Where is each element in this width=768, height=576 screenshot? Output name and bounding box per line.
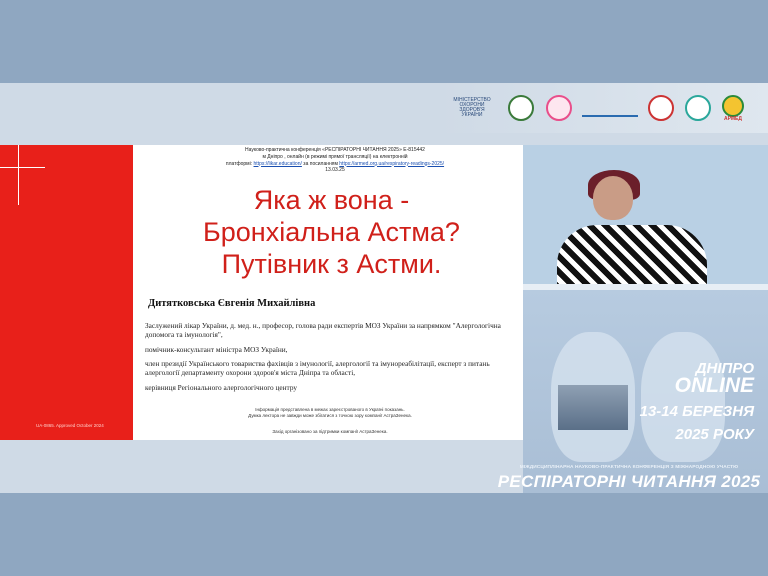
partner-logo-5 <box>685 93 711 123</box>
banner-title: РЕСПІРАТОРНІ ЧИТАННЯ 2025 <box>497 472 761 491</box>
ministry-logo-text: МІНІСТЕРСТВО ОХОРОНИ ЗДОРОВ'Я УКРАЇНИ <box>453 97 491 118</box>
speaker-blouse <box>557 225 707 290</box>
bio-line: член президії Українського товариства фахівців з імунології, алергології та імунореабілітації, експерт з питань алергології департаменту охорони здоров'я міста Дніпра та області, <box>145 358 490 378</box>
approval-code: UA-0865. Approved October 2024 <box>36 423 104 428</box>
partner-logo-3 <box>582 93 638 123</box>
presentation-slide <box>0 145 523 440</box>
disclaimer: Інформація представлена в межах зареєстрованого в Україні показань. Думка лектора не завжди може збігатися з точкою зору компанії АстраЗенека. <box>248 407 412 419</box>
likar-link[interactable]: https://likar.education/ <box>253 160 302 167</box>
armed-logo <box>722 93 744 123</box>
header-line-3: платформі: https://likar.education/ за посиланням https://armed.org.ua/respiratory-readings-2025/ <box>225 160 445 167</box>
conference-header <box>150 147 520 174</box>
slide-title: Яка ж вона - Бронхіальна Астма? Путівник з Астми. <box>203 185 460 279</box>
decor-line-horizontal <box>0 167 45 168</box>
speaker-bio <box>145 321 515 397</box>
promo-year: 2025 РОКУ <box>675 426 754 443</box>
conference-banner <box>490 465 768 492</box>
header-line-1: Науково-практична конференція «РЕСПІРАТОРНІ ЧИТАННЯ 2025» Е-815442 <box>245 147 425 153</box>
armed-link[interactable]: https://armed.org.ua/respiratory-readings-2025/ <box>339 160 445 167</box>
header-line-2: м Дніпро , онлайн (в режимі прямої трансляції) на електронній <box>262 153 408 160</box>
ministry-logo <box>454 93 490 123</box>
decor-line-vertical <box>18 145 19 205</box>
banner-subtitle: МІЖДИСЦИПЛІНАРНА НАУКОВО-ПРАКТИЧНА КОНФЕРЕНЦІЯ З МІЖНАРОДНОЮ УЧАСТЮ <box>519 465 739 470</box>
header-date: 13.03.25 <box>325 167 345 174</box>
sponsor-note: Захід організовано за підтримки компанії АстраЗенека. <box>272 429 388 434</box>
promo-dates: 13-14 БЕРЕЗНЯ <box>639 403 754 420</box>
promo-online: ONLINE <box>674 374 754 397</box>
speaker-face <box>593 176 633 220</box>
partner-logo-4 <box>648 93 674 123</box>
bio-line: помічник-консультант міністра МОЗ України, <box>145 344 288 354</box>
partner-logo-2 <box>546 93 572 123</box>
slide-red-panel <box>0 145 133 440</box>
partner-logo-1 <box>508 93 534 123</box>
bio-line: керівниця Регіонального алергологічного центру <box>145 382 298 392</box>
bio-line: Заслужений лікар України, д. мед. н., професор, голова ради експертів МОЗ України за напрямком "Алергологічна допомога та імунологія", <box>145 321 501 340</box>
armed-logo-text: АРМЕД <box>724 115 742 122</box>
city-image <box>558 385 628 430</box>
speaker-name: Дитятковська Євгенія Михайлівна <box>148 298 316 309</box>
promo-city: ДНІПРО <box>695 360 754 377</box>
promo-panel <box>523 290 768 493</box>
